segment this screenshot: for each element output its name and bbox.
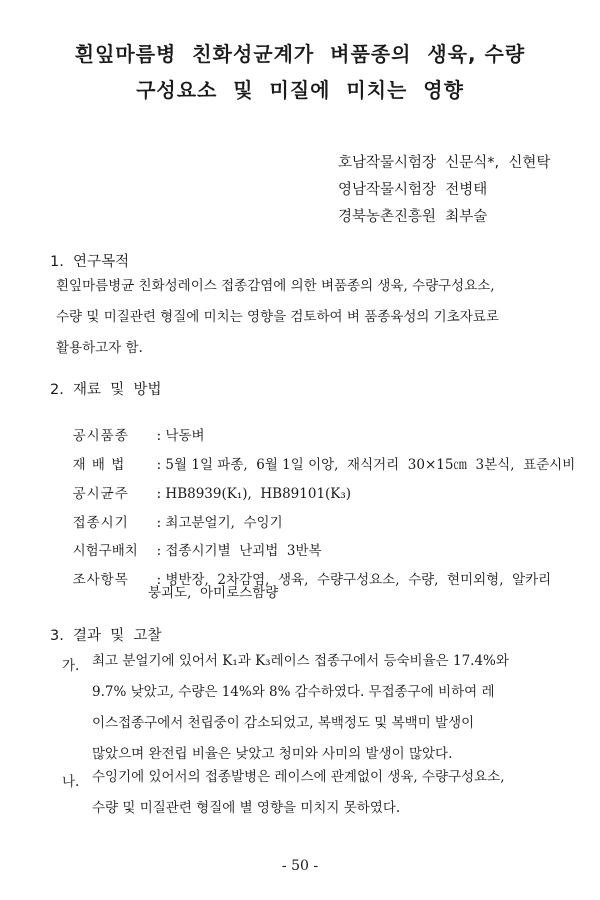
item-line: 최고 분얼기에 있어서 K₁과 K₃레이스 접종구에서 등숙비율은 17.4%와 bbox=[92, 653, 509, 669]
method-value-continuation: 붕괴도, 아미로스함량 bbox=[148, 585, 279, 601]
method-row bbox=[64, 552, 551, 588]
author-block bbox=[338, 150, 550, 231]
item-line: 많았으며 완전립 비율은 낮았고 청미와 사미의 발생이 많았다. bbox=[92, 746, 453, 762]
method-value: : 5월 1일 파종, 6월 1일 이앙, 재식거리 30×15㎝ 3본식, 표준시비 bbox=[156, 457, 576, 473]
method-label: 조사항목 bbox=[72, 572, 129, 588]
purpose-paragraph bbox=[56, 271, 586, 364]
section-heading-methods: 2. 재료 및 방법 bbox=[50, 382, 162, 398]
page-number: - 50 - bbox=[281, 858, 319, 874]
paper-title-line-2: 구성요소 및 미질에 미치는 영향 bbox=[136, 78, 464, 102]
paragraph-line: 활용하고자 함. bbox=[56, 340, 143, 356]
method-value: : HB8939(K₁), HB89101(K₃) bbox=[156, 486, 352, 502]
method-label: 공시균주 bbox=[72, 486, 129, 502]
author-affiliation: 영남작물시험장 전병태 bbox=[338, 182, 488, 198]
method-value: : 병반장, 2차감염, 생육, 수량구성요소, 수량, 현미외형, 알카리 bbox=[156, 572, 552, 588]
item-line: 수량 및 미질관련 형질에 별 영향을 미치지 못하였다. bbox=[92, 800, 401, 816]
item-marker: 나. bbox=[62, 774, 80, 790]
method-label: 시험구배치 bbox=[72, 543, 138, 559]
method-value: : 낙동벼 bbox=[156, 428, 205, 444]
author-affiliation: 호남작물시험장 신문식*, 신현탁 bbox=[338, 155, 551, 171]
section-heading-results: 3. 결과 및 고찰 bbox=[50, 628, 162, 644]
item-line: 이스접종구에서 천립중이 감소되었고, 복백정도 및 복백미 발생이 bbox=[92, 715, 475, 731]
item-line: 9.7% 낮았고, 수량은 14%와 8% 감수하였다. 무접종구에 비하여 레 bbox=[92, 684, 495, 700]
item-line: 수잉기에 있어서의 접종발병은 레이스에 관계없이 생육, 수량구성요소, bbox=[92, 769, 505, 785]
method-value: : 최고분얼기, 수잉기 bbox=[156, 515, 283, 531]
method-value: : 접종시기별 난괴법 3반복 bbox=[156, 543, 322, 559]
paper-title-line-1: 흰잎마름병 친화성균계가 벼품종의 생육, 수량 bbox=[74, 42, 526, 66]
method-label: 접종시기 bbox=[72, 515, 129, 531]
author-affiliation: 경북농촌진흥원 최부술 bbox=[338, 209, 488, 225]
method-label: 재 배 법 bbox=[72, 457, 126, 473]
paragraph-line: 흰잎마름병균 친화성레이스 접종감염에 의한 벼품종의 생육, 수량구성요소, bbox=[56, 278, 495, 294]
method-label: 공시품종 bbox=[72, 428, 129, 444]
section-heading-purpose: 1. 연구목적 bbox=[50, 254, 130, 270]
paragraph-line: 수량 및 미질관련 형질에 미치는 영향을 검토하여 벼 품종육성의 기초자료로 bbox=[56, 309, 499, 325]
item-marker: 가. bbox=[62, 658, 80, 674]
